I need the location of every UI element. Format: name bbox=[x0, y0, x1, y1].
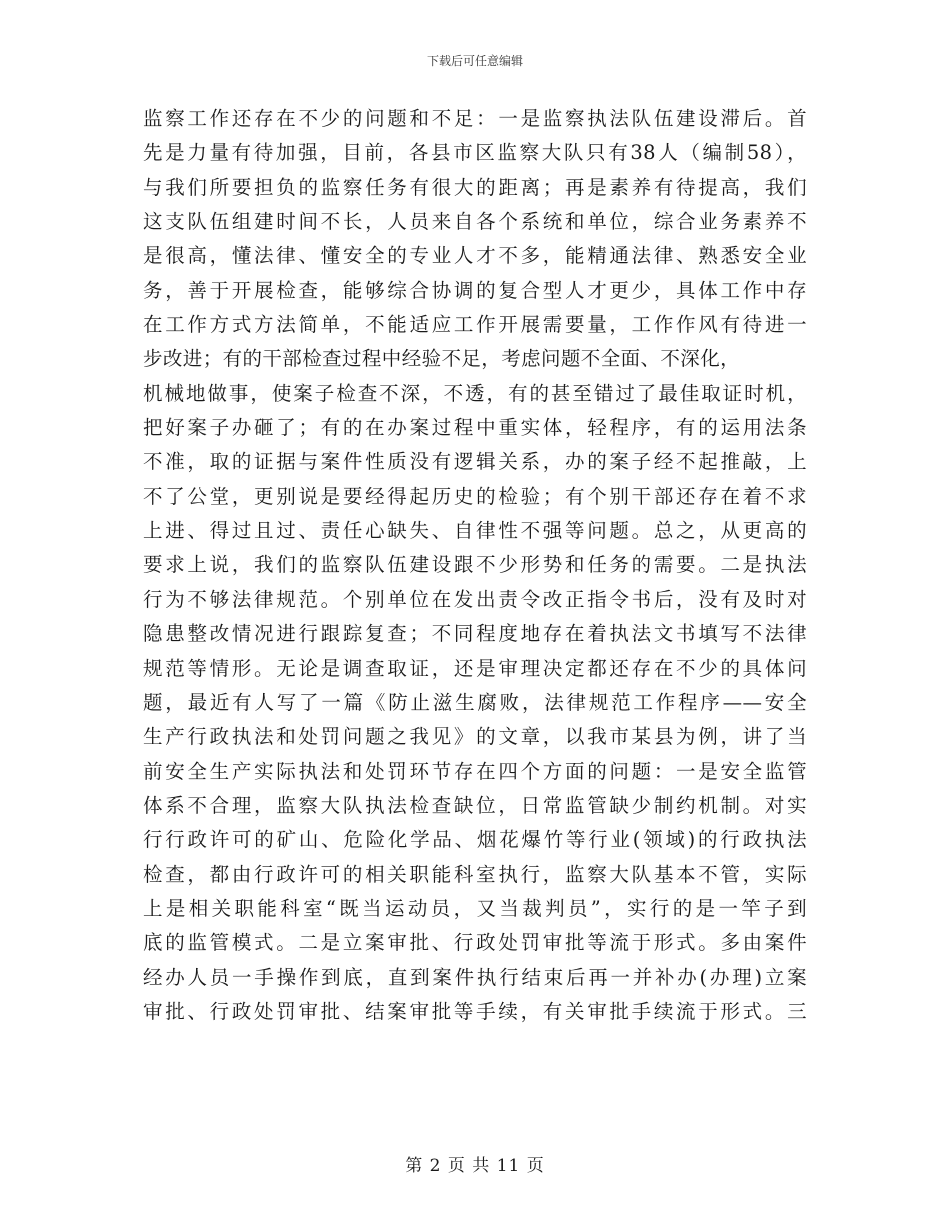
text-line: 这支队伍组建时间不长，人员来自各个系统和单位，综合业务素养不 bbox=[143, 210, 807, 234]
text-line: 体系不合理，监察大队执法检查缺位，日常监管缺少制约机制。对实 bbox=[143, 793, 807, 817]
text-line: 把好案子办砸了；有的在办案过程中重实体，轻程序，有的运用法条 bbox=[143, 416, 807, 440]
text-line: 与我们所要担负的监察任务有很大的距离；再是素养有待提高，我们 bbox=[143, 175, 807, 199]
text-line: 行行政许可的矿山、危险化学品、烟花爆竹等行业(领域)的行政执法 bbox=[143, 828, 807, 852]
text-line: 务，善于开展检查，能够综合协调的复合型人才更少，具体工作中存 bbox=[143, 278, 807, 302]
text-line: 行为不够法律规范。个别单位在发出责令改正指令书后，没有及时对 bbox=[143, 587, 807, 611]
page-number: 第 2 页 共 11 页 bbox=[405, 1156, 545, 1176]
text-line: 审批、行政处罚审批、结案审批等手续，有关审批手续流于形式。三 bbox=[143, 999, 807, 1023]
text-line: 是很高，懂法律、懂安全的专业人才不多，能精通法律、熟悉安全业 bbox=[143, 244, 807, 268]
text-line: 隐患整改情况进行跟踪复查；不同程度地存在着执法文书填写不法律 bbox=[143, 622, 807, 646]
document-body bbox=[143, 102, 807, 1029]
text-line: 经办人员一手操作到底，直到案件执行结束后再一并补办(办理)立案 bbox=[143, 965, 807, 989]
text-line: 在工作方式方法简单，不能适应工作开展需要量，工作作风有待进一 bbox=[143, 313, 807, 337]
text-line: 生产行政执法和处罚问题之我见》的文章，以我市某县为例，讲了当 bbox=[143, 725, 807, 749]
text-line: 先是力量有待加强，目前，各县市区监察大队只有38人（编制58）， bbox=[143, 141, 807, 165]
text-line: 上是相关职能科室“既当运动员，又当裁判员”，实行的是一竿子到 bbox=[143, 896, 807, 920]
text-line: 题，最近有人写了一篇《防止滋生腐败，法律规范工作程序——安全 bbox=[143, 690, 807, 714]
text-line: 步改进；有的干部检查过程中经验不足，考虑问题不全面、不深化， bbox=[143, 347, 741, 371]
text-line: 不了公堂，更别说是要经得起历史的检验；有个别干部还存在着不求 bbox=[143, 484, 807, 508]
text-line: 底的监管模式。二是立案审批、行政处罚审批等流于形式。多由案件 bbox=[143, 931, 807, 955]
text-line: 上进、得过且过、责任心缺失、自律性不强等问题。总之，从更高的 bbox=[143, 519, 807, 543]
text-line: 机械地做事，使案子检查不深，不透，有的甚至错过了最佳取证时机， bbox=[143, 381, 807, 405]
page-header: 下载后可任意编辑 bbox=[426, 54, 523, 68]
text-line: 监察工作还存在不少的问题和不足：一是监察执法队伍建设滞后。首 bbox=[143, 107, 807, 130]
text-line: 前安全生产实际执法和处罚环节存在四个方面的问题：一是安全监管 bbox=[143, 759, 807, 783]
text-line: 要求上说，我们的监察队伍建设跟不少形势和任务的需要。二是执法 bbox=[143, 553, 807, 577]
text-line: 检查，都由行政许可的相关职能科室执行，监察大队基本不管，实际 bbox=[143, 862, 807, 886]
text-line: 不准，取的证据与案件性质没有逻辑关系，办的案子经不起推敲，上 bbox=[143, 450, 807, 474]
text-line: 规范等情形。无论是调查取证，还是审理决定都还存在不少的具体问 bbox=[143, 656, 807, 680]
